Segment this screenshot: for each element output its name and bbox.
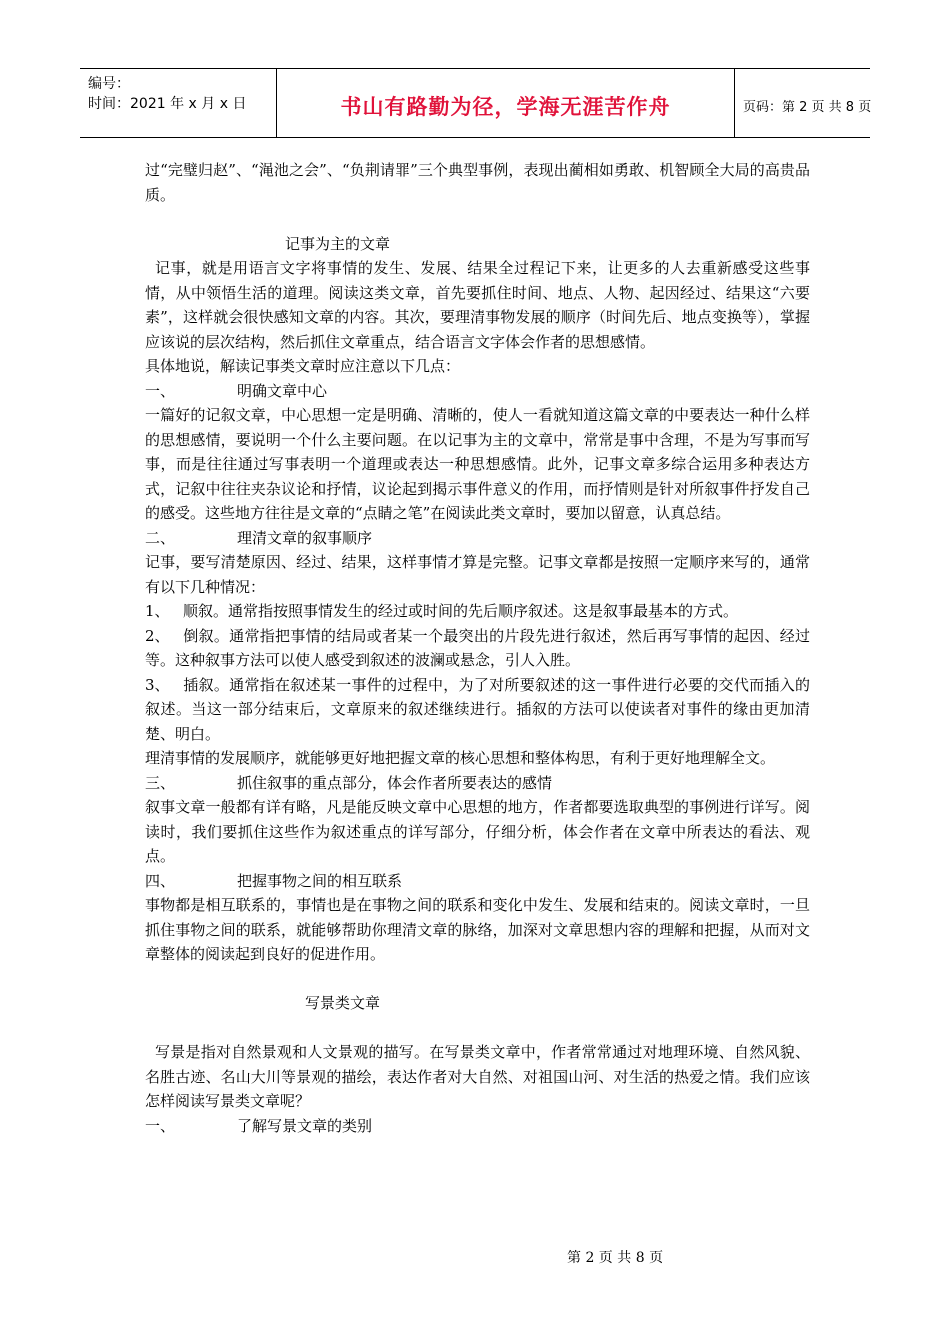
paragraph: 写景是指对自然景观和人文景观的描写。在写景类文章中，作者常常通过对地理环境、自然风貌、名胜古迹、名山大川等景观的描绘，表达作者对大自然、对祖国山河、对生活的热爱之情。我们应该怎样阅读写景类文章呢？: [145, 1043, 810, 1110]
date-label: 时间：2021 年 x 月 x 日: [88, 96, 247, 112]
heading-number: 四、: [145, 871, 176, 890]
page-header: [80, 68, 870, 138]
page-footer: 第 2 页 共 8 页: [567, 1250, 664, 1266]
header-right-cell: [735, 69, 870, 137]
heading-number: 二、: [145, 528, 176, 547]
paragraph: 具体地说，解读记事类文章时应注意以下几点：: [145, 357, 461, 375]
heading-number: 一、: [145, 1116, 176, 1135]
heading-number: 一、: [145, 381, 176, 400]
heading-text: 了解写景文章的类别: [237, 1116, 373, 1135]
heading-item: [145, 771, 810, 796]
list-item-text: [145, 624, 810, 673]
paragraph: 理清事情的发展顺序，就能够更好地把握文章的核心思想和整体构思，有利于更好地理解全文。: [145, 749, 776, 767]
list-text: 插叙。通常指在叙述某一事件的过程中，为了对所要叙述的这一事件进行必要的交代而插入的叙述。当这一部分结束后，文章原来的叙述继续进行。插叙的方法可以使读者对事件的缘由更加清楚、明白。: [145, 675, 810, 743]
paragraph: 叙事文章一般都有详有略，凡是能反映文章中心思想的地方，作者都要选取典型的事例进行详写。阅读时，我们要抓住这些作为叙述重点的详写部分，仔细分析，体会作者在文章中所表达的看法、观点。: [145, 798, 810, 865]
list-text: 顺叙。通常指按照事情发生的经过或时间的先后顺序叙述。这是叙事最基本的方式。: [183, 602, 739, 620]
document-body: [145, 158, 810, 1138]
paragraph: 事物都是相互联系的，事情也是在事物之间的联系和变化中发生、发展和结束的。阅读文章时，一旦抓住事物之间的联系，就能够帮助你理清文章的脉络，加深对文章思想内容的理解和把握，从而对文章整体的阅读起到良好的促进作用。: [145, 896, 810, 963]
heading-text: 把握事物之间的相互联系: [237, 871, 403, 890]
section-title: 记事为主的文章: [285, 234, 391, 253]
paragraph: 过“完璧归赵”、“渑池之会”、“负荆请罪”三个典型事例，表现出蔺相如勇敢、机智顾全大局的高贵品质。: [145, 161, 810, 204]
page-label: 页码：第 2 页 共 8 页: [743, 100, 872, 115]
heading-item: [145, 869, 810, 894]
list-number: 3、: [145, 675, 170, 694]
motto: 书山有路勤为径，学海无涯苦作舟: [340, 95, 671, 119]
list-number: 1、: [145, 602, 170, 620]
heading-item: [145, 379, 810, 404]
heading-text: 抓住叙事的重点部分，体会作者所要表达的感情: [237, 773, 553, 792]
list-text: 倒叙。通常指把事情的结局或者某一个最突出的片段先进行叙述，然后再写事情的起因、经过等。这种叙事方法可以使人感受到叙述的波澜或悬念，引人入胜。: [145, 626, 810, 669]
paragraph: 一篇好的记叙文章，中心思想一定是明确、清晰的，使人一看就知道这篇文章的中要表达一种什么样的思想感情，要说明一个什么主要问题。在以记事为主的文章中，常常是事中含理，不是为写事而写事，而是往往通过写事表明一个道理或表达一种思想感情。此外，记事文章多综合运用多种表达方式，记叙中往往夹杂议论和抒情，议论起到揭示事件意义的作用，而抒情则是针对所叙事件抒发自己的感受。这些地方往往是文章的“点睛之笔”在阅读此类文章时，要加以留意，认真总结。: [145, 406, 810, 522]
paragraph: 记事，就是用语言文字将事情的发生、发展、结果全过程记下来，让更多的人去重新感受这些事情，从中领悟生活的道理。阅读这类文章，首先要抓住时间、地点、人物、起因经过、结果这“六要素”，这样就会很快感知文章的内容。其次，要理清事物发展的顺序（时间先后、地点变换等），掌握应该说的层次结构，然后抓住文章重点，结合语言文字体会作者的思想感情。: [145, 259, 810, 351]
heading-number: 三、: [145, 773, 176, 792]
paragraph: 记事，要写清楚原因、经过、结果，这样事情才算是完整。记事文章都是按照一定顺序来写的，通常有以下几种情况：: [145, 553, 810, 596]
list-item: [145, 599, 810, 624]
list-item-text: [145, 673, 810, 747]
list-number: 2、: [145, 626, 170, 645]
heading-text: 理清文章的叙事顺序: [237, 528, 373, 547]
heading-item: [145, 1114, 810, 1139]
section-title: 写景类文章: [305, 994, 381, 1012]
number-label: 编号：: [88, 76, 130, 92]
heading-text: 明确文章中心: [237, 381, 328, 400]
header-left-cell: [80, 69, 277, 137]
heading-item: [145, 526, 810, 551]
header-motto-cell: [277, 69, 735, 137]
